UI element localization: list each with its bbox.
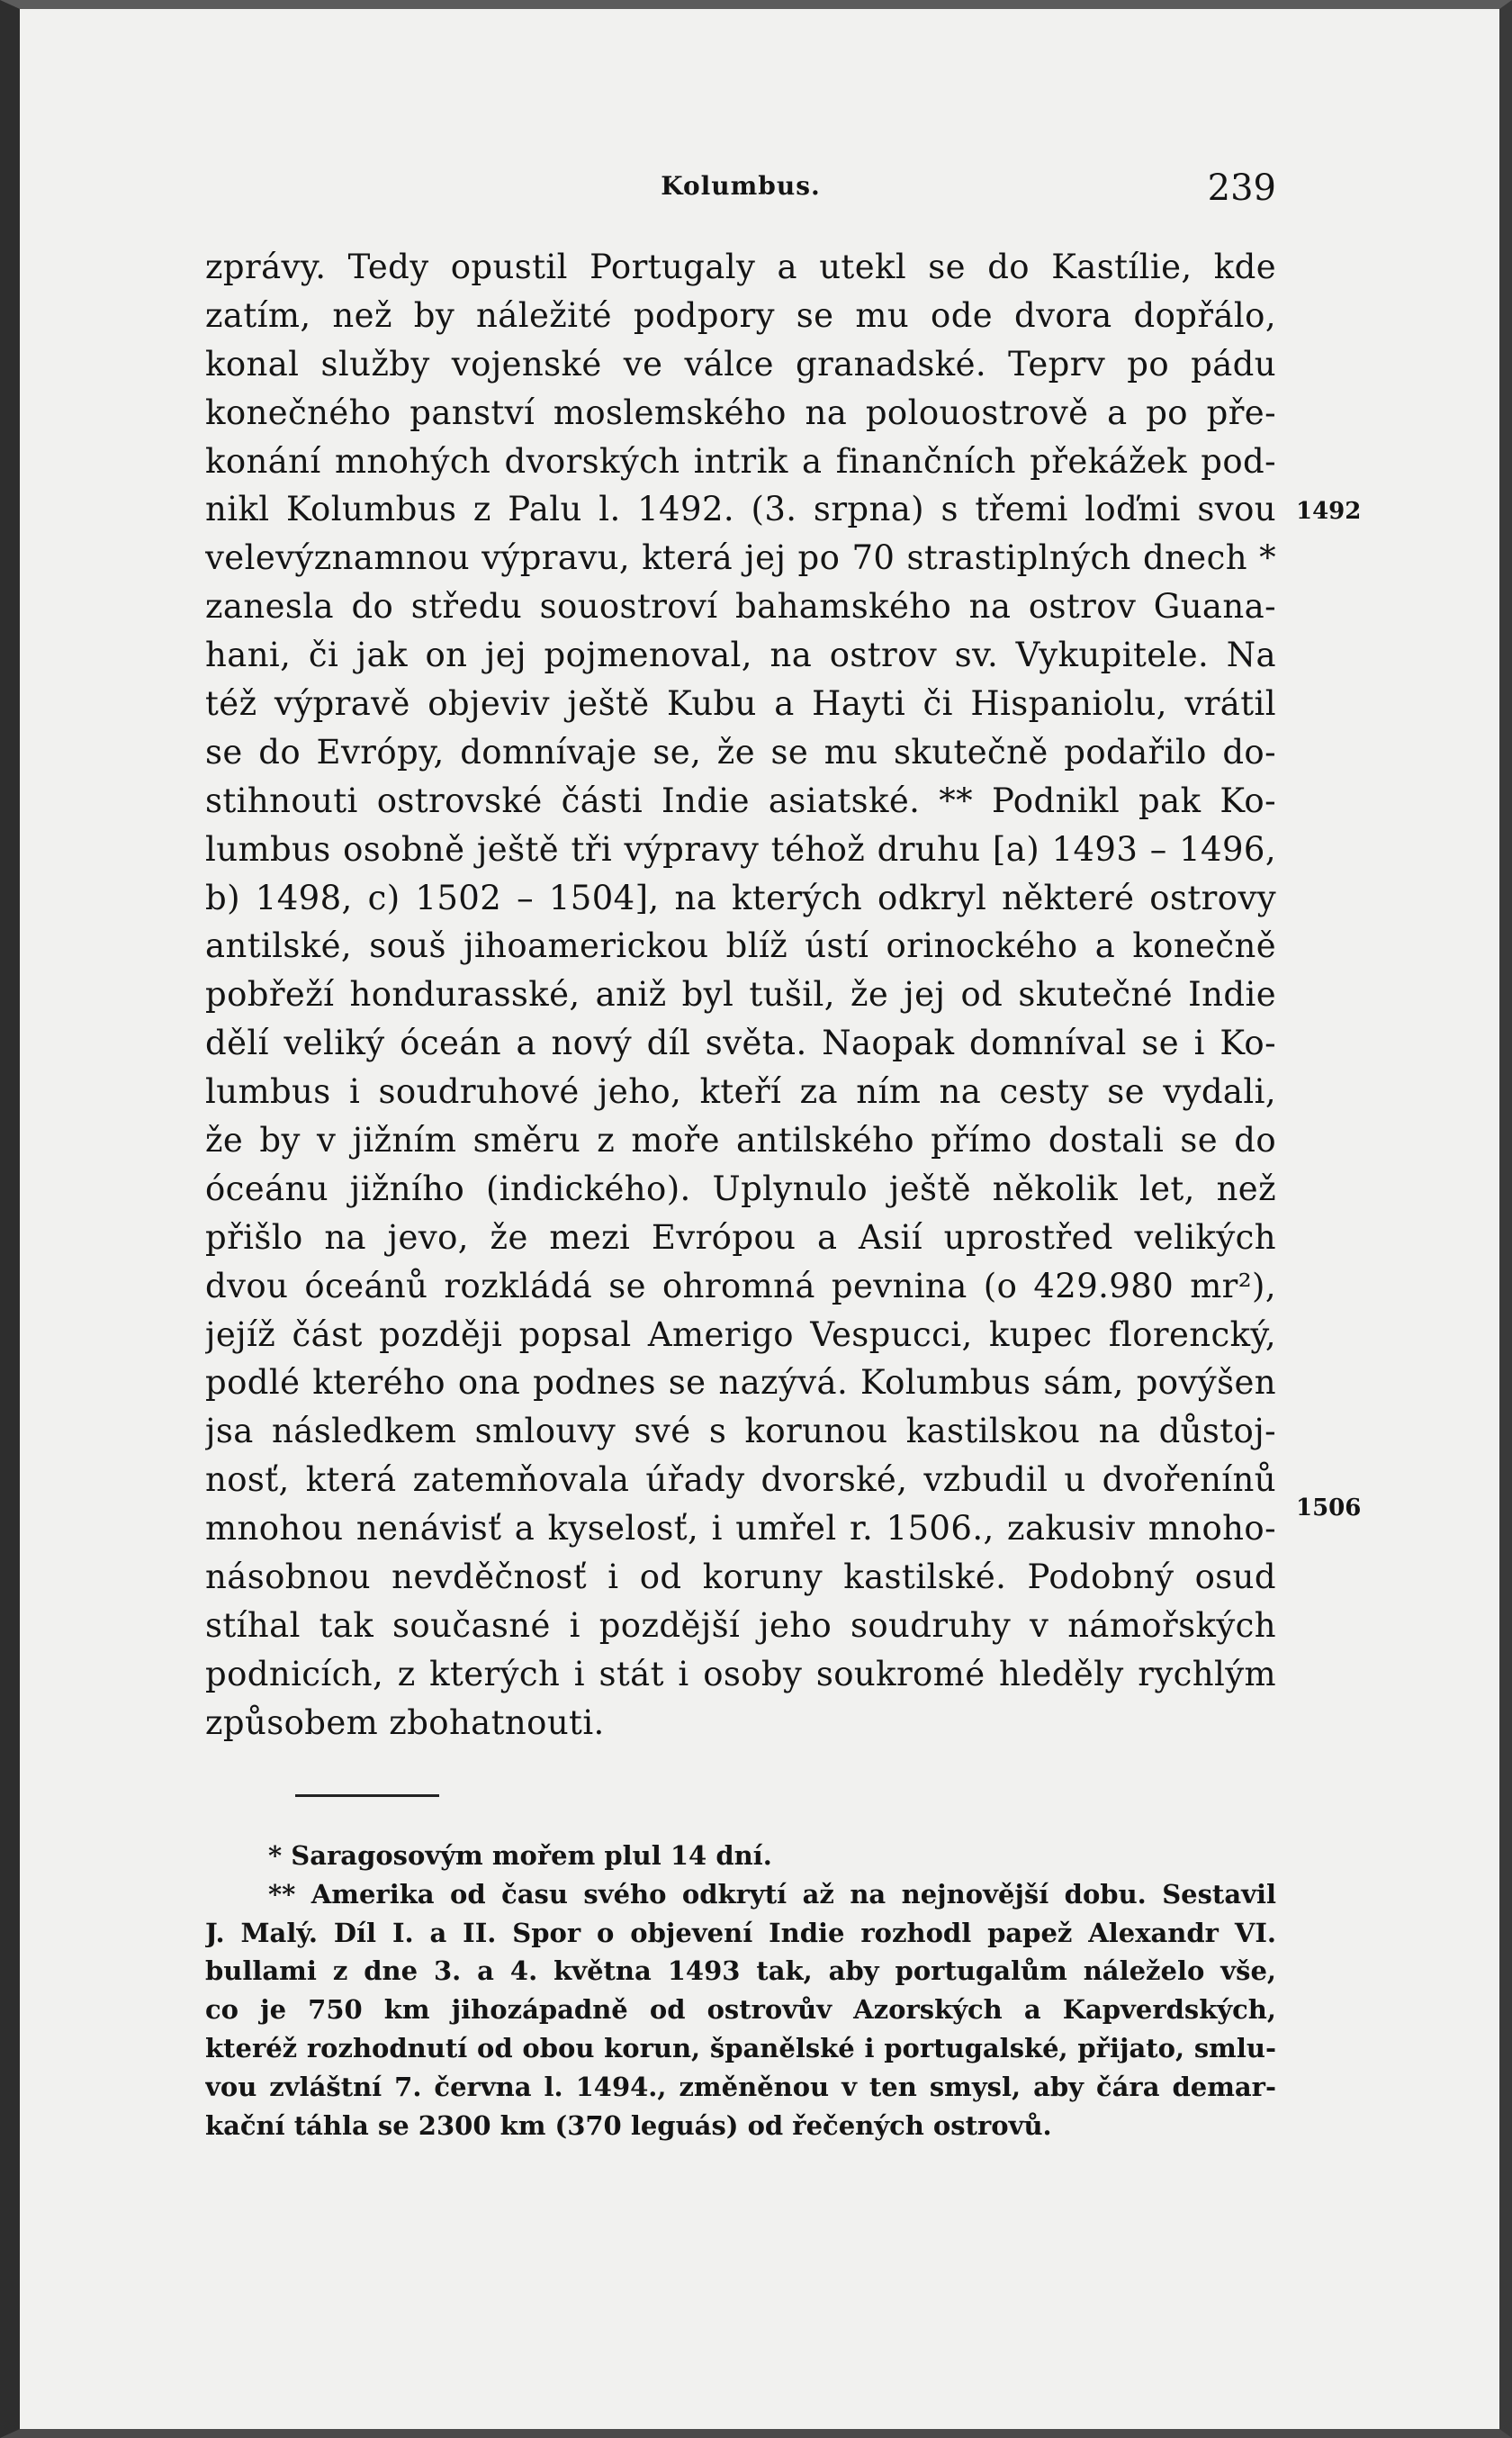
footnote-line: kační táhla se 2300 km (370 leguás) od řečených ostrovů. [205,2109,1052,2141]
text-line: jsa následkem smlouvy své s korunou kastilskou na důstoj- [205,1412,1276,1451]
text-line: lumbus osobně ještě tři výpravy téhož druhu [a) 1493 – 1496, [205,829,1276,869]
text-line: se do Evrópy, domnívaje se, že se mu skutečně podařilo do- [205,732,1276,772]
text-line: stihnouti ostrovské části Indie asiatské. ** Podnikl pak Ko- [205,781,1276,820]
footnote-line: bullami z dne 3. a 4. května 1493 tak, aby portugalům náleželo vše, [205,1955,1276,1987]
footnote-line: kteréž rozhodnutí od obou korun, španělské i portugalské, přijato, smlu- [205,2032,1276,2063]
footnote-line: vou zvláštní 7. června l. 1494., změněnou v ten smysl, aby čára demar- [205,2071,1276,2102]
text-line: nosť, která zatemňovala úřady dvorské, vzbudil u dvořenínů [205,1460,1276,1500]
text-line: velevýznamnou výpravu, která jej po 70 strastiplných dnech * [205,538,1276,578]
text-line: přišlo na jevo, že mezi Evrópou a Asií uprostřed velikých [205,1217,1276,1257]
margin-year-note: 1506 [1296,1494,1362,1521]
text-line: b) 1498, c) 1502 – 1504], na kterých odkryl některé ostrovy [205,878,1276,917]
text-line: způsobem zbohatnouti. [205,1702,605,1742]
footnote-line: * Saragosovým mořem plul 14 dní. [268,1840,772,1871]
text-line: hani, či jak on jej pojmenoval, na ostrov sv. Vykupitele. Na [205,636,1276,675]
footnote-divider [295,1794,439,1797]
text-line: konání mnohých dvorských intrik a finančních překážek pod- [205,441,1276,481]
margin-year-note: 1492 [1296,498,1362,525]
text-line: zprávy. Tedy opustil Portugaly a utekl se do Kastílie, kde [205,248,1276,286]
text-line: podlé kterého ona podnes se nazývá. Kolumbus sám, povýšen [205,1363,1276,1403]
text-line: konal služby vojenské ve válce granadské. Teprv po pádu [205,344,1276,384]
text-line: nikl Kolumbus z Palu l. 1492. (3. srpna) s třemi loďmi svou [205,490,1276,529]
text-line: že by v jižním směru z moře antilského přímo dostali se do [205,1121,1276,1160]
text-line: dělí veliký óceán a nový díl světa. Naopak domníval se i Ko- [205,1024,1276,1063]
page-header [205,167,1276,216]
text-line: mnohou nenávisť a kyselosť, i umřel r. 1506., zakusiv mnoho- [205,1509,1276,1549]
text-line: jejíž část později popsal Amerigo Vespucci, kupec florencký, [205,1314,1276,1354]
text-line: lumbus i soudruhové jeho, kteří za ním na cesty se vydali, [205,1072,1276,1112]
footnote-line: ** Amerika od času svého odkrytí až na nejnovější dobu. Sestavil [268,1878,1276,1910]
running-title: Kolumbus. [661,171,821,201]
text-line: stíhal tak současné i pozdější jeho soudruhy v námořských [205,1605,1276,1645]
footnote-line: co je 750 km jihozápadně od ostrovův Azorských a Kapverdských, [205,1994,1276,2026]
text-line: óceánu jižního (indického). Uplynulo ještě několik let, než [205,1169,1276,1208]
text-line: pobřeží hondurasské, aniž byl tušil, že jej od skutečné Indie [205,975,1276,1015]
text-line: zatím, než by náležité podpory se mu ode dvora dopřálo, [205,295,1276,335]
text-line: podnicích, z kterých i stát i osoby soukromé hleděly rychlým [205,1654,1276,1693]
text-line: zanesla do středu souostroví bahamského na ostrov Guana- [205,587,1276,627]
text-line: konečného panství moslemského na polouostrově a po pře- [205,393,1276,432]
text-line: antilské, souš jihoamerickou blíž ústí orinockého a konečně [205,926,1276,966]
page-number: 239 [1207,167,1276,209]
main-text [205,243,1276,1747]
footnote-line: J. Malý. Díl I. a II. Spor o objevení Indie rozhodl papež Alexandr VI. [205,1917,1276,1948]
text-line: též výpravě objeviv ještě Kubu a Hayti či Hispaniolu, vrátil [205,684,1276,724]
text-line: násobnou nevděčnosť i od koruny kastilské. Podobný osud [205,1558,1276,1597]
text-line: dvou óceánů rozkládá se ohromná pevnina (o 429.980 mr²), [205,1266,1276,1305]
footnotes [205,1837,1276,2145]
